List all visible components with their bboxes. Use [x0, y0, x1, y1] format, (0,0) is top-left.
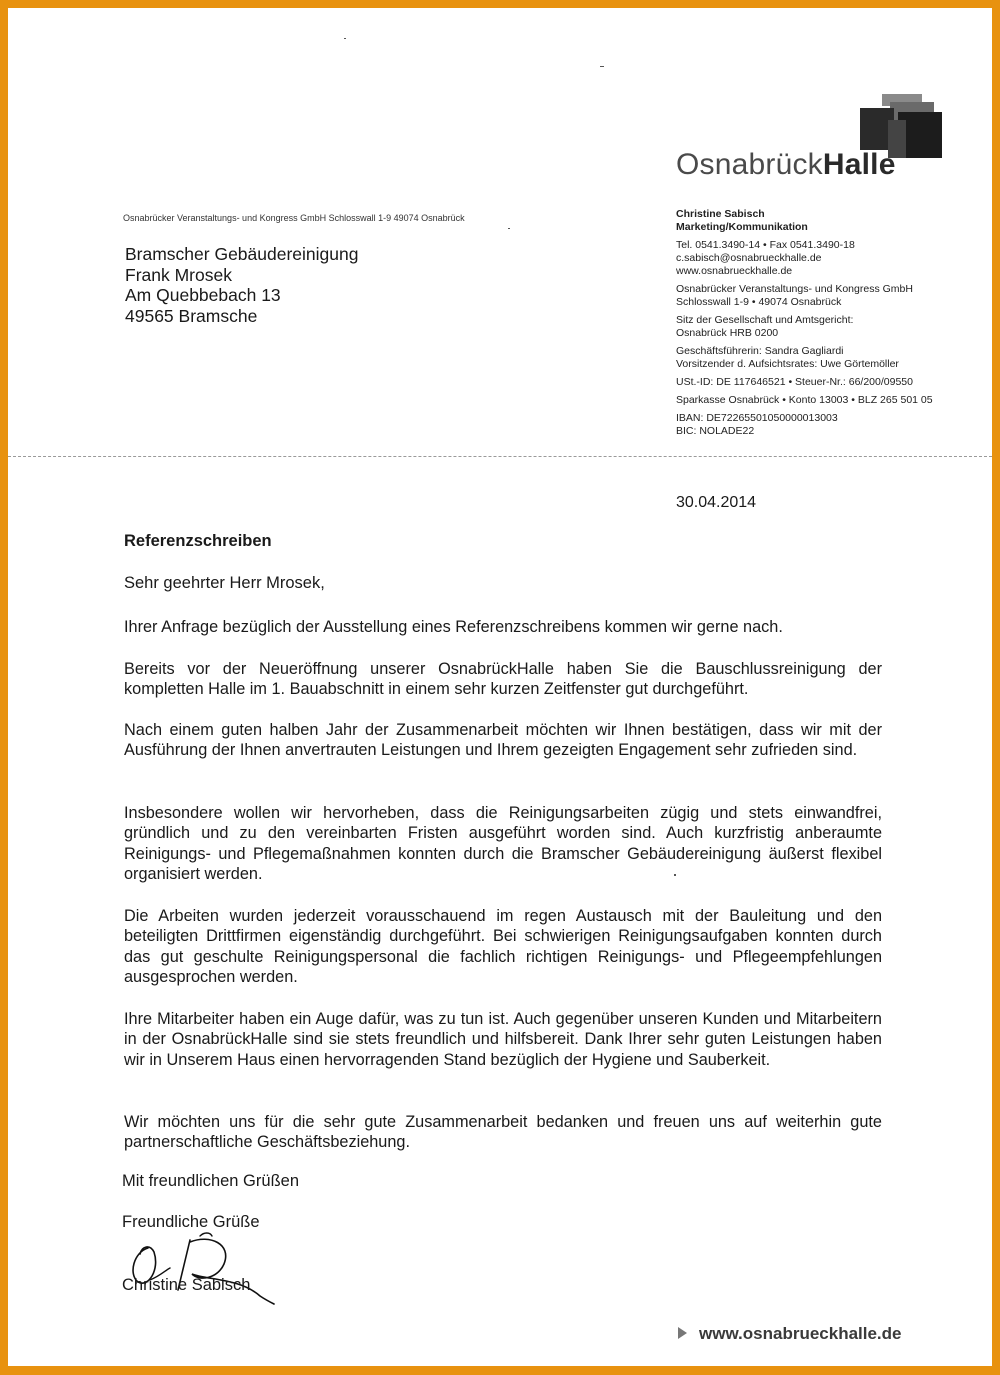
- footer-website-text: www.osnabrueckhalle.de: [699, 1324, 902, 1343]
- scan-speck: [674, 874, 676, 876]
- body-paragraph: Ihre Mitarbeiter haben ein Auge dafür, was zu tun ist. Auch gegenüber unseren Kunden und Mitarbeitern in der OsnabrückHalle sind sie stets freundlich und hilfsbereit. Dank Ihrer sehr guten Leistungen haben wir in Unserem Haus einen hervorragenden Stand bezüglich der Hygiene und Sauberkeit.: [124, 1010, 882, 1069]
- contact-phone-fax: Tel. 0541.3490-14 • Fax 0541.3490-18: [676, 239, 855, 251]
- seat-value: Osnabrück HRB 0200: [676, 327, 779, 339]
- org-name: Osnabrücker Veranstaltungs- und Kongress GmbH: [676, 283, 913, 295]
- scan-speck: [508, 228, 510, 229]
- contact-email: c.sabisch@osnabrueckhalle.de: [676, 252, 822, 264]
- letter-subject: Referenzschreiben: [124, 532, 272, 550]
- contact-name: Christine Sabisch: [676, 208, 765, 220]
- signer-name: Christine Sabisch: [122, 1276, 251, 1294]
- body-paragraph: Insbesondere wollen wir hervorheben, dass die Reinigungsarbeiten zügig und stets einwandfrei, gründlich und zu den vereinbarten Fristen ausgeführt worden sind. Auch kurzfristig anberaumte Reinigungs- und Pflegemaßnahmen konnten durch die Bramscher Gebäudereinigung äußerst flexibel organisiert werden.: [124, 804, 882, 883]
- body-paragraph: Bereits vor der Neueröffnung unserer OsnabrückHalle haben Sie die Bauschlussreinigung der kompletten Halle im 1. Bauabschnitt in einem sehr kurzen Zeitfenster gut durchgeführt.: [124, 660, 882, 699]
- closing-formula-2: Freundliche Grüße: [122, 1213, 260, 1231]
- letter-sheet: [8, 8, 992, 1366]
- contact-role: Marketing/Kommunikation: [676, 221, 808, 233]
- contact-web: www.osnabrueckhalle.de: [676, 265, 793, 277]
- board-chair-line: Vorsitzender d. Aufsichtsrates: Uwe Görtemöller: [676, 358, 899, 370]
- scan-speck: [600, 66, 604, 67]
- bic-line: BIC: NOLADE22: [676, 425, 755, 437]
- body-paragraph: Ihrer Anfrage bezüglich der Ausstellung eines Referenzschreibens kommen wir gerne nach.: [124, 618, 783, 636]
- sender-info-column: [676, 208, 986, 443]
- recipient-company: Bramscher Gebäudereinigung: [125, 244, 359, 264]
- ceo-line: Geschäftsführerin: Sandra Gagliardi: [676, 345, 844, 357]
- fold-divider: [8, 456, 992, 457]
- letter-date: 30.04.2014: [676, 494, 757, 511]
- bank-line: Sparkasse Osnabrück • Konto 13003 • BLZ 265 501 05: [676, 394, 933, 406]
- recipient-city: 49565 Bramsche: [125, 305, 258, 326]
- seat-label: Sitz der Gesellschaft und Amtsgericht:: [676, 314, 854, 326]
- recipient-address: [125, 244, 358, 326]
- salutation: Sehr geehrter Herr Mrosek,: [124, 574, 325, 592]
- body-paragraph: Die Arbeiten wurden jederzeit vorausschauend im regen Austausch mit der Bauleitung und den beteiligten Drittfirmen eigenständig durchgeführt. Bei schwierigen Reinigungsaufgaben konnten durch das gut geschulte Reinigungspersonal die fachlich richtigen Reinigungs- und Pflegeempfehlungen ausgesprochen werden.: [124, 907, 882, 986]
- iban-line: IBAN: DE72265501050000013003: [676, 412, 838, 424]
- recipient-street: Am Quebbebach 13: [125, 285, 281, 305]
- play-arrow-icon: [678, 1327, 687, 1339]
- scan-speck: [344, 38, 346, 39]
- footer-website: [678, 1324, 902, 1344]
- tax-ids: USt.-ID: DE 117646521 • Steuer-Nr.: 66/200/09550: [676, 376, 913, 388]
- recipient-name: Frank Mrosek: [125, 264, 232, 285]
- body-paragraph: Wir möchten uns für die sehr gute Zusammenarbeit bedanken und freuen uns auf weiterhin gute partnerschaftliche Geschäftsbeziehung.: [124, 1113, 882, 1152]
- brand-name-light: Osnabrück: [676, 148, 823, 181]
- org-address: Schlosswall 1-9 • 49074 Osnabrück: [676, 296, 842, 308]
- body-paragraph: Nach einem guten halben Jahr der Zusammenarbeit möchten wir Ihnen bestätigen, dass wir mit der Ausführung der Ihnen anvertrauten Leistungen und Ihrem gezeigten Engagement sehr zufrieden sind.: [124, 721, 882, 760]
- brand-name-bold: Halle: [822, 148, 896, 181]
- brand-logo: [676, 148, 896, 182]
- sender-return-line: Osnabrücker Veranstaltungs- und Kongress GmbH Schlosswall 1-9 49074 Osnabrück: [123, 213, 465, 223]
- closing-formula: Mit freundlichen Grüßen: [122, 1172, 299, 1190]
